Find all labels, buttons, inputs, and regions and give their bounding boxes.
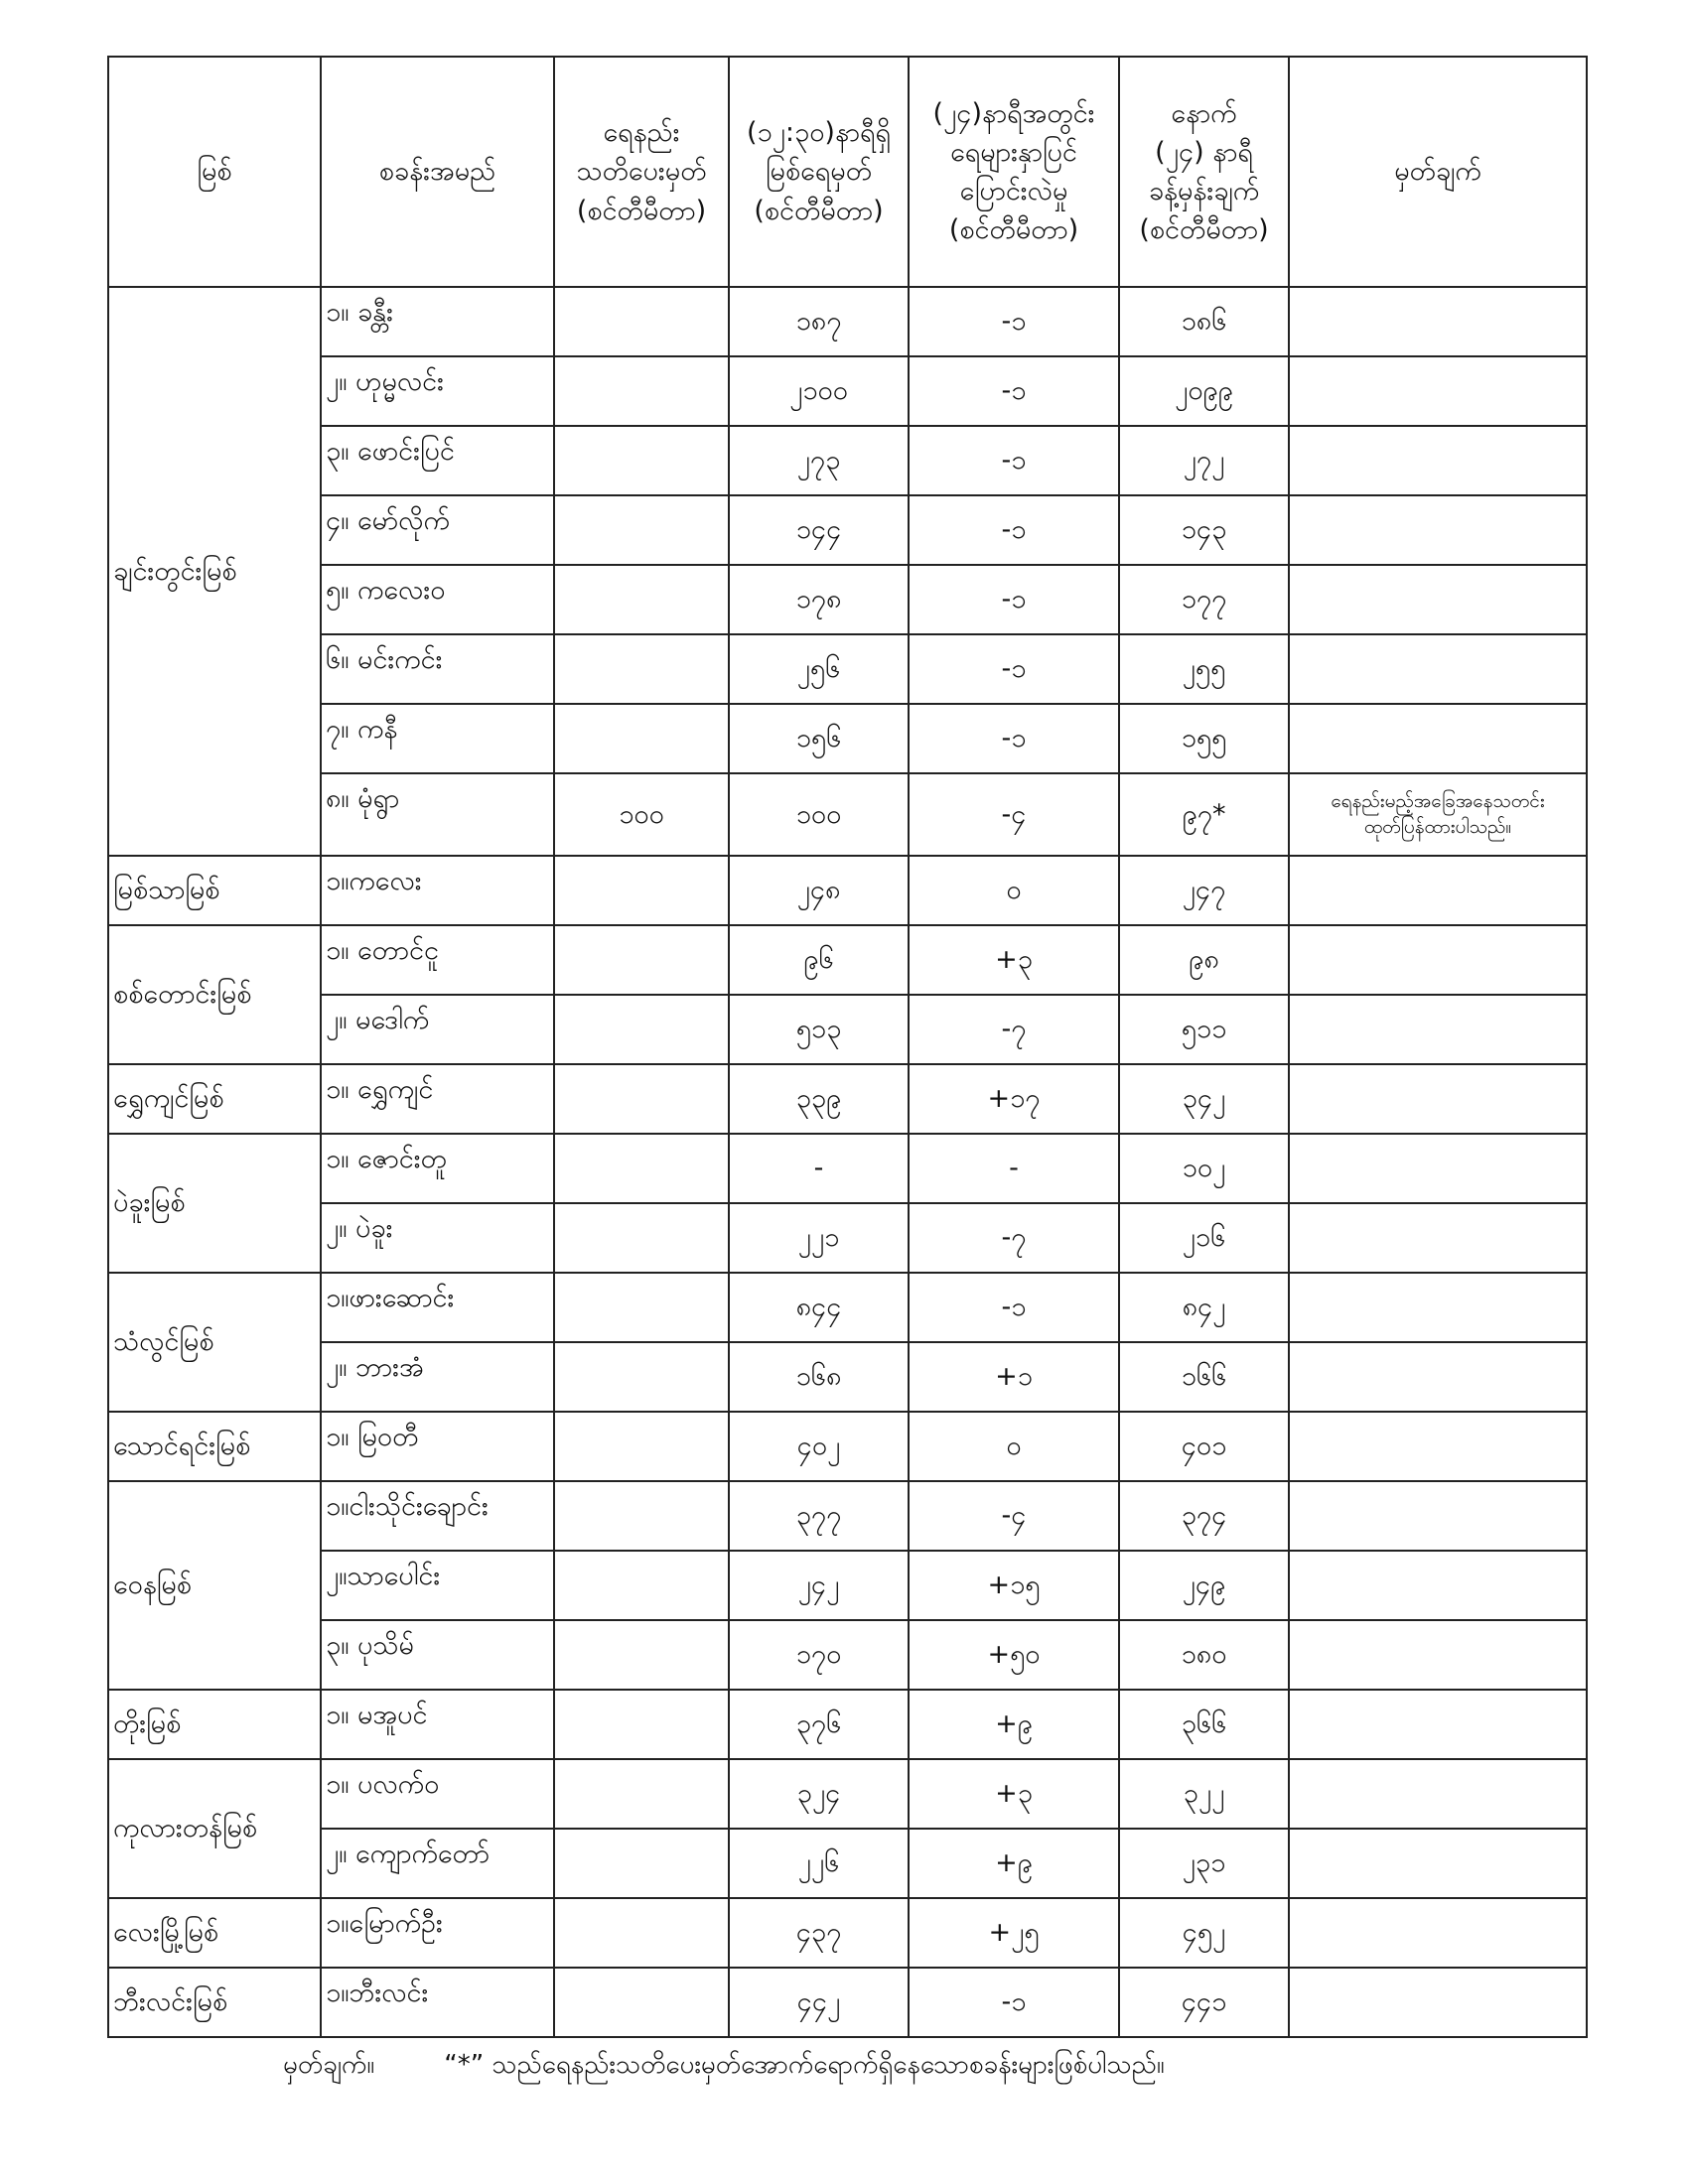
- table-row: [108, 1481, 1587, 1551]
- danger-level-cell: [554, 634, 729, 704]
- forecast-cell: ၁၈၀: [1119, 1620, 1289, 1690]
- river-name-cell: လေးမြို့မြစ်: [108, 1898, 321, 1968]
- change-cell: +၁၅: [909, 1551, 1119, 1620]
- remark-cell: [1289, 1412, 1587, 1481]
- danger-level-cell: [554, 1759, 729, 1829]
- station-name-cell: ၁။ မြဝတီ: [321, 1412, 554, 1481]
- remark-cell: [1289, 773, 1587, 856]
- change-cell: -၁: [909, 495, 1119, 565]
- remark-cell: [1289, 565, 1587, 634]
- remark-cell: [1289, 356, 1587, 426]
- forecast-cell: ၁၇၇: [1119, 565, 1289, 634]
- table-row: [108, 634, 1587, 704]
- station-name-cell: ၁။ တောင်ငူ: [321, 925, 554, 995]
- danger-level-cell: [554, 1134, 729, 1203]
- change-cell: +၁: [909, 1342, 1119, 1412]
- current-level-cell: ၂၁၀၀: [729, 356, 909, 426]
- danger-level-cell: [554, 495, 729, 565]
- table-row: [108, 565, 1587, 634]
- forecast-cell: ၃၄၂: [1119, 1064, 1289, 1134]
- footnote-text: “*” သည်ရေနည်းသတိပေးမှတ်အောက်ရောက်ရှိနေသောစခန်းများဖြစ်ပါသည်။: [444, 2050, 1165, 2080]
- table-row: [108, 1968, 1587, 2037]
- station-name-cell: ၂။ ပဲခူး: [321, 1203, 554, 1273]
- remark-cell: [1289, 1968, 1587, 2037]
- table-row: [108, 1620, 1587, 1690]
- station-name-cell: ၁။ မအူပင်: [321, 1690, 554, 1759]
- current-level-cell: ၁၆၈: [729, 1342, 909, 1412]
- change-cell: -၁: [909, 356, 1119, 426]
- table-row: [108, 495, 1587, 565]
- change-cell: -၁: [909, 634, 1119, 704]
- river-name-cell: မြစ်သာမြစ်: [108, 856, 321, 925]
- change-cell: -၁: [909, 426, 1119, 495]
- station-name-cell: ၆။ မင်းကင်း: [321, 634, 554, 704]
- river-name-cell: ချင်းတွင်းမြစ်: [108, 287, 321, 856]
- forecast-cell: ၂၅၅: [1119, 634, 1289, 704]
- remark-cell: [1289, 704, 1587, 773]
- danger-level-cell: [554, 1203, 729, 1273]
- current-level-cell: ၂၅၆: [729, 634, 909, 704]
- current-level-cell: ၁၇၈: [729, 565, 909, 634]
- change-cell: ၀: [909, 856, 1119, 925]
- header-row: [108, 57, 1587, 287]
- forecast-cell: ၈၄၂: [1119, 1273, 1289, 1342]
- river-name-cell: စစ်တောင်းမြစ်: [108, 925, 321, 1064]
- table-row: [108, 1759, 1587, 1829]
- forecast-cell: ၃၆၆: [1119, 1690, 1289, 1759]
- remark-cell: [1289, 1690, 1587, 1759]
- change-cell: +၃: [909, 1759, 1119, 1829]
- remark-cell: [1289, 995, 1587, 1064]
- station-name-cell: ၅။ ကလေးဝ: [321, 565, 554, 634]
- current-level-cell: ၉၆: [729, 925, 909, 995]
- table-body: [108, 287, 1587, 2037]
- forecast-cell: ၃၂၂: [1119, 1759, 1289, 1829]
- change-cell: ၀: [909, 1412, 1119, 1481]
- current-level-cell: ၃၂၄: [729, 1759, 909, 1829]
- table-row: [108, 1064, 1587, 1134]
- change-cell: +၁၇: [909, 1064, 1119, 1134]
- table-row: [108, 1551, 1587, 1620]
- forecast-cell: ၄၀၁: [1119, 1412, 1289, 1481]
- station-name-cell: ၂။သာပေါင်း: [321, 1551, 554, 1620]
- current-level-cell: ၅၁၃: [729, 995, 909, 1064]
- table-row: [108, 704, 1587, 773]
- forecast-cell: ၁၄၃: [1119, 495, 1289, 565]
- station-name-cell: ၇။ ကနီ: [321, 704, 554, 773]
- danger-level-cell: [554, 1064, 729, 1134]
- current-level-cell: ၂၄၂: [729, 1551, 909, 1620]
- forecast-cell: ၂၄၇: [1119, 856, 1289, 925]
- danger-level-cell: [554, 287, 729, 356]
- danger-level-cell: [554, 426, 729, 495]
- forecast-cell: ၃၇၄: [1119, 1481, 1289, 1551]
- remark-cell: [1289, 1134, 1587, 1203]
- table-row: [108, 1829, 1587, 1898]
- current-level-cell: ၂၂၆: [729, 1829, 909, 1898]
- forecast-cell: ၂၁၆: [1119, 1203, 1289, 1273]
- remark-cell: [1289, 1481, 1587, 1551]
- danger-level-cell: [554, 1342, 729, 1412]
- river-name-cell: တိုးမြစ်: [108, 1690, 321, 1759]
- header-forecast: နောက် (၂၄) နာရီ ခန့်မှန်းချက် (စင်တီမီတာ): [1119, 57, 1289, 287]
- forecast-cell: ၁၀၂: [1119, 1134, 1289, 1203]
- danger-level-cell: [554, 925, 729, 995]
- remark-cell: [1289, 1759, 1587, 1829]
- danger-level-cell: [554, 1412, 729, 1481]
- forecast-cell: ၁၅၅: [1119, 704, 1289, 773]
- current-level-cell: ၁၄၄: [729, 495, 909, 565]
- current-level-cell: ၃၇၆: [729, 1690, 909, 1759]
- table-row: [108, 287, 1587, 356]
- remark-cell: [1289, 1620, 1587, 1690]
- current-level-cell: ၄၃၇: [729, 1898, 909, 1968]
- change-cell: +၉: [909, 1829, 1119, 1898]
- station-name-cell: ၁။မြောက်ဦး: [321, 1898, 554, 1968]
- river-level-table: [107, 56, 1588, 2038]
- forecast-cell: ၂၃၁: [1119, 1829, 1289, 1898]
- header-24h-change: (၂၄)နာရီအတွင်း ရေများနှာပြင် ပြောင်းလဲမှု (စင်တီမီတာ): [909, 57, 1119, 287]
- danger-level-cell: [554, 1829, 729, 1898]
- forecast-cell: ၉၇*: [1119, 773, 1289, 856]
- change-cell: -၁: [909, 565, 1119, 634]
- table-row: [108, 1203, 1587, 1273]
- current-level-cell: ၄၄၂: [729, 1968, 909, 2037]
- remark-line: ထုတ်ပြန်ထားပါသည်။: [1363, 815, 1512, 838]
- station-name-cell: ၁။ကလေး: [321, 856, 554, 925]
- change-cell: +၃: [909, 925, 1119, 995]
- remark-cell: [1289, 1829, 1587, 1898]
- change-cell: -၁: [909, 1273, 1119, 1342]
- station-name-cell: ၂။ ဘားအံ: [321, 1342, 554, 1412]
- table-row: [108, 356, 1587, 426]
- current-level-cell: ၁၀၀: [729, 773, 909, 856]
- table-row: [108, 1412, 1587, 1481]
- footnote-label: မှတ်ချက်။: [283, 2050, 375, 2080]
- station-name-cell: ၃။ ဖောင်းပြင်: [321, 426, 554, 495]
- danger-level-cell: [554, 1273, 729, 1342]
- danger-level-cell: [554, 1898, 729, 1968]
- station-name-cell: ၁။ ဇောင်းတူ: [321, 1134, 554, 1203]
- change-cell: -၇: [909, 995, 1119, 1064]
- table-row: [108, 1273, 1587, 1342]
- current-level-cell: ၂၄၈: [729, 856, 909, 925]
- river-name-cell: သံလွင်မြစ်: [108, 1273, 321, 1412]
- danger-level-cell: [554, 1690, 729, 1759]
- table-row: [108, 773, 1587, 856]
- table-row: [108, 995, 1587, 1064]
- current-level-cell: ၄၀၂: [729, 1412, 909, 1481]
- remark-cell: [1289, 1273, 1587, 1342]
- river-name-cell: ပဲခူးမြစ်: [108, 1134, 321, 1273]
- header-danger-level: ရေနည်း သတိပေးမှတ် (စင်တီမီတာ): [554, 57, 729, 287]
- forecast-cell: ၉၈: [1119, 925, 1289, 995]
- header-river: မြစ်: [108, 57, 321, 287]
- station-name-cell: ၃။ ပုသိမ်: [321, 1620, 554, 1690]
- danger-level-cell: [554, 1968, 729, 2037]
- change-cell: -၄: [909, 773, 1119, 856]
- table-row: [108, 1690, 1587, 1759]
- danger-level-cell: [554, 1620, 729, 1690]
- remark-cell: [1289, 1551, 1587, 1620]
- current-level-cell: -: [729, 1134, 909, 1203]
- change-cell: -၁: [909, 704, 1119, 773]
- remark-cell: [1289, 287, 1587, 356]
- danger-level-cell: ၁၀၀: [554, 773, 729, 856]
- change-cell: -၄: [909, 1481, 1119, 1551]
- station-name-cell: ၄။ မော်လိုက်: [321, 495, 554, 565]
- remark-cell: [1289, 495, 1587, 565]
- station-name-cell: ၁။ ခန္တီး: [321, 287, 554, 356]
- table-row: [108, 1342, 1587, 1412]
- header-current-level: (၁၂:၃၀)နာရီရှိ မြစ်ရေမှတ် (စင်တီမီတာ): [729, 57, 909, 287]
- current-level-cell: ၁၇၀: [729, 1620, 909, 1690]
- river-name-cell: ကုလားတန်မြစ်: [108, 1759, 321, 1898]
- station-name-cell: ၁။ ပလက်ဝ: [321, 1759, 554, 1829]
- table-row: [108, 925, 1587, 995]
- current-level-cell: ၃၇၇: [729, 1481, 909, 1551]
- river-name-cell: ဘီးလင်းမြစ်: [108, 1968, 321, 2037]
- remark-cell: [1289, 856, 1587, 925]
- forecast-cell: ၂၄၉: [1119, 1551, 1289, 1620]
- change-cell: -၁: [909, 1968, 1119, 2037]
- remark-cell: [1289, 426, 1587, 495]
- forecast-cell: ၁၈၆: [1119, 287, 1289, 356]
- header-remarks: မှတ်ချက်: [1289, 57, 1587, 287]
- change-cell: -: [909, 1134, 1119, 1203]
- header-station: စခန်းအမည်: [321, 57, 554, 287]
- current-level-cell: ၃၃၉: [729, 1064, 909, 1134]
- danger-level-cell: [554, 1551, 729, 1620]
- remark-cell: [1289, 1064, 1587, 1134]
- table-row: [108, 856, 1587, 925]
- change-cell: -၁: [909, 287, 1119, 356]
- remark-cell: [1289, 634, 1587, 704]
- forecast-cell: ၁၆၆: [1119, 1342, 1289, 1412]
- remark-line: ရေနည်းမည့်အခြေအနေသတင်း: [1331, 789, 1545, 812]
- station-name-cell: ၂။ ဟုမ္မလင်း: [321, 356, 554, 426]
- table-row: [108, 426, 1587, 495]
- station-name-cell: ၂။ မဒေါက်: [321, 995, 554, 1064]
- change-cell: +၂၅: [909, 1898, 1119, 1968]
- station-name-cell: ၁။ ရွှေကျင်: [321, 1064, 554, 1134]
- station-name-cell: ၈။ မုံရွာ: [321, 773, 554, 856]
- danger-level-cell: [554, 565, 729, 634]
- station-name-cell: ၁။ငါးသိုင်းချောင်း: [321, 1481, 554, 1551]
- change-cell: +၉: [909, 1690, 1119, 1759]
- danger-level-cell: [554, 356, 729, 426]
- station-name-cell: ၁။ဘီးလင်း: [321, 1968, 554, 2037]
- remark-cell: [1289, 925, 1587, 995]
- forecast-cell: ၂၇၂: [1119, 426, 1289, 495]
- footnote: [283, 2047, 1165, 2086]
- table-row: [108, 1134, 1587, 1203]
- station-name-cell: ၁။ဖားဆောင်း: [321, 1273, 554, 1342]
- current-level-cell: ၁၅၆: [729, 704, 909, 773]
- current-level-cell: ၁၈၇: [729, 287, 909, 356]
- danger-level-cell: [554, 704, 729, 773]
- forecast-cell: ၂၀၉၉: [1119, 356, 1289, 426]
- river-name-cell: ရွှေကျင်မြစ်: [108, 1064, 321, 1134]
- danger-level-cell: [554, 1481, 729, 1551]
- danger-level-cell: [554, 995, 729, 1064]
- current-level-cell: ၈၄၄: [729, 1273, 909, 1342]
- change-cell: -၇: [909, 1203, 1119, 1273]
- current-level-cell: ၂၇၃: [729, 426, 909, 495]
- forecast-cell: ၄၅၂: [1119, 1898, 1289, 1968]
- station-name-cell: ၂။ ကျောက်တော်: [321, 1829, 554, 1898]
- forecast-cell: ၅၁၁: [1119, 995, 1289, 1064]
- river-name-cell: သောင်ရင်းမြစ်: [108, 1412, 321, 1481]
- river-name-cell: ဝေနမြစ်: [108, 1481, 321, 1690]
- current-level-cell: ၂၂၁: [729, 1203, 909, 1273]
- danger-level-cell: [554, 856, 729, 925]
- remark-cell: [1289, 1342, 1587, 1412]
- remark-cell: [1289, 1203, 1587, 1273]
- change-cell: +၅၀: [909, 1620, 1119, 1690]
- forecast-cell: ၄၄၁: [1119, 1968, 1289, 2037]
- table-row: [108, 1898, 1587, 1968]
- remark-cell: [1289, 1898, 1587, 1968]
